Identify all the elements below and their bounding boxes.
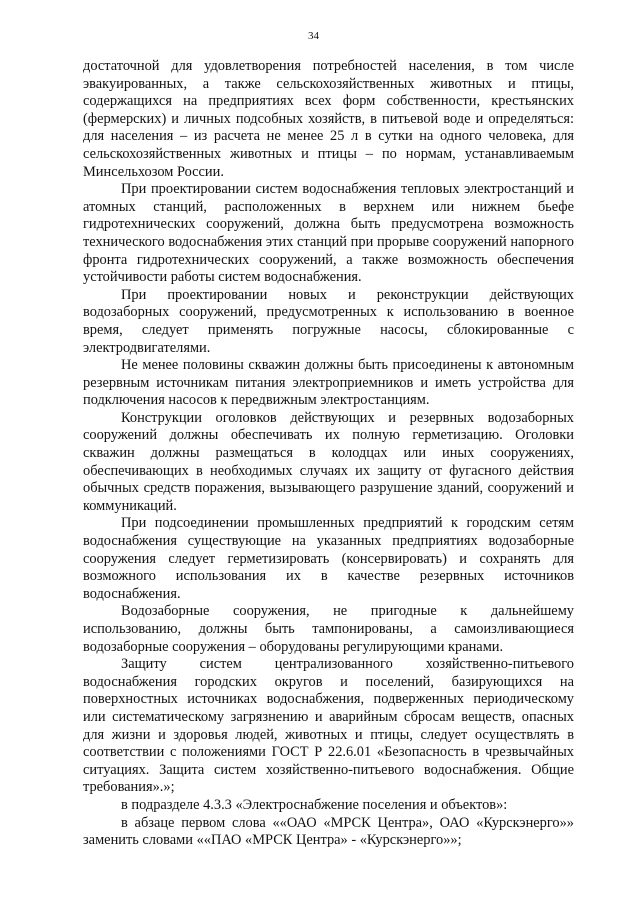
page-number: 34 xyxy=(308,30,319,42)
paragraph-subsection-power: в подразделе 4.3.3 «Электроснабжение поселения и объектов»: xyxy=(121,796,508,813)
paragraph-water-norms: достаточной для удовлетворения потребностей населения, в том числе эвакуированных, а также сельскохозяйственных животных и птицы, содержащихся на предприятиях всех форм собственности, крестьянских (фермерских) и личных подсобных хозяйств, в питьевой воде и определяться: для населения – из расчета не менее 25 л в сутки на одного человека, для сельскохозяйственных животных и птицы – по нормам, устанавливаемым Минсельхозом России. xyxy=(83,58,574,180)
paragraph-wartime-intakes: При проектировании новых и реконструкции действующих водозаборных сооружений, предусмотренных к использованию в военное время, следует применять погружные насосы, сблокированные с электродвигателями. xyxy=(83,286,574,356)
paragraph-power-stations: При проектировании систем водоснабжения тепловых электростанций и атомных станций, расположенных в верхнем или нижнем бьефе гидротехнических сооружений, должна быть предусмотрена возможность технического водоснабжения этих станций при прорыве сооружений напорного фронта гидротехнических сооружений, а также возможность обеспечения устойчивости работы систем водоснабжения. xyxy=(83,181,574,286)
paragraph-industrial-connection: При подсоединении промышленных предприятий к городским сетям водоснабжения существующие на указанных предприятиях водозаборные сооружения следует герметизировать (консервировать) и сохранять для возможного использования их в качестве резервных источников водоснабжения. xyxy=(83,515,574,602)
paragraph-backup-power: Не менее половины скважин должны быть присоединены к автономным резервным источникам питания электроприемников и иметь устройства для подключения насосов к передвижным электростанциям. xyxy=(83,357,574,409)
paragraph-unusable-intakes: Водозаборные сооружения, не пригодные к дальнейшему использованию, должны быть тампонированы, а самоизливающиеся водозаборные сооружения – оборудованы регулирующими кранами. xyxy=(83,603,574,655)
paragraph-replace-words: в абзаце первом слова ««ОАО «МРСК Центра», ОАО «Курскэнерго»» заменить словами ««ПАО «МРСК Центра» - «Курскэнерго»»; xyxy=(83,814,574,849)
paragraph-water-protection: Защиту систем централизованного хозяйственно-питьевого водоснабжения городских округов и поселений, базирующихся на поверхностных источниках водоснабжения, подверженных периодическому или систематическому загрязнению и аварийным сбросам веществ, опасных для жизни и здоровья людей, животных и птицы, следует осуществлять в соответствии с положениями ГОСТ Р 22.6.01 «Безопасность в чрезвычайных ситуациях. Защита систем хозяйственно-питьевого водоснабжения. Общие требования».»; xyxy=(83,656,574,796)
paragraph-wellhead-sealing: Конструкции оголовков действующих и резервных водозаборных сооружений должны обеспечивать их полную герметизацию. Оголовки скважин должны размещаться в колодцах или иных сооружениях, обеспечивающих в необходимых случаях их защиту от фугасного действия обычных средств поражения, вызывающего разрушение зданий, сооружений и коммуникаций. xyxy=(83,409,574,514)
document-body xyxy=(83,58,574,850)
